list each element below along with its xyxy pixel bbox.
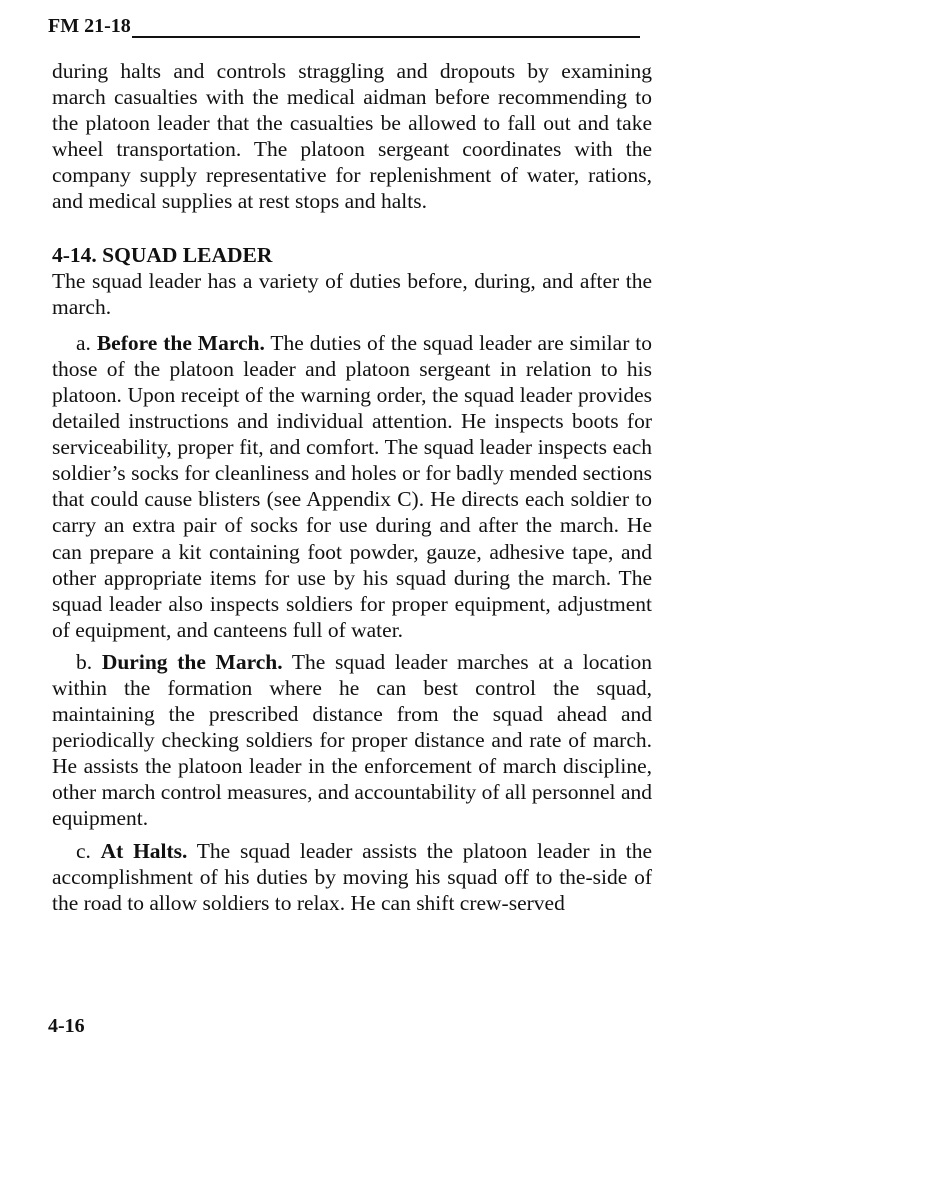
section-heading: 4-14. SQUAD LEADER — [52, 242, 273, 267]
subsection-title: During the March. — [101, 649, 283, 674]
subsection-letter: c. — [76, 838, 101, 863]
subsection-text: The squad leader assists the platoon leader in the accomplishment of his duties by moving his squad off to the-side of the road to allow soldiers to relax. He can shift crew-served — [52, 838, 652, 915]
page-number: 4-16 — [48, 1015, 85, 1037]
manual-number: FM 21-18 — [48, 15, 131, 37]
subsection-before-the-march — [52, 330, 652, 643]
subsection-title: At Halts. — [100, 838, 188, 863]
continuation-paragraph: during halts and controls straggling and dropouts by examining march casualties with the medical aidman before recommending to the platoon leader that the casualties be allowed to fall out and take wheel transportation. The platoon sergeant coordinates with the company supply representative for replenishment of water, rations, and medical supplies at rest stops and halts. — [52, 59, 652, 214]
subsection-title: Before the March. — [96, 330, 265, 355]
subsection-text: The squad leader marches at a location within the formation where he can best control the squad, maintaining the prescribed distance from the squad ahead and periodically checking soldiers for proper distance and rate of march. He assists the platoon leader in the enforcement of march discipline, other march control measures, and accountability of all personnel and equipment. — [52, 649, 652, 831]
subsection-at-halts — [52, 838, 652, 916]
header-rule — [132, 36, 640, 38]
page-body — [52, 58, 652, 916]
subsection-letter: b. — [76, 649, 102, 674]
subsection-letter: a. — [76, 330, 97, 355]
subsection-text: The duties of the squad leader are similar to those of the platoon leader and platoon sergeant in relation to his platoon. Upon receipt of the warning order, the squad leader provides detailed instructions and individual attention. He inspects boots for serviceability, proper fit, and comfort. The squad leader inspects each soldier’s socks for cleanliness and holes or for badly mended sections that could cause blisters (see Appendix C). He directs each soldier to carry an extra pair of socks for use during and after the march. He can prepare a kit containing foot powder, gauze, adhesive tape, and other appropriate items for use by his squad during the march. The squad leader also inspects soldiers for proper equipment, adjustment of equipment, and canteens full of water. — [52, 330, 652, 642]
section-intro: The squad leader has a variety of duties before, during, and after the march. — [52, 268, 652, 319]
subsection-during-the-march — [52, 649, 652, 832]
page-header — [48, 14, 640, 40]
